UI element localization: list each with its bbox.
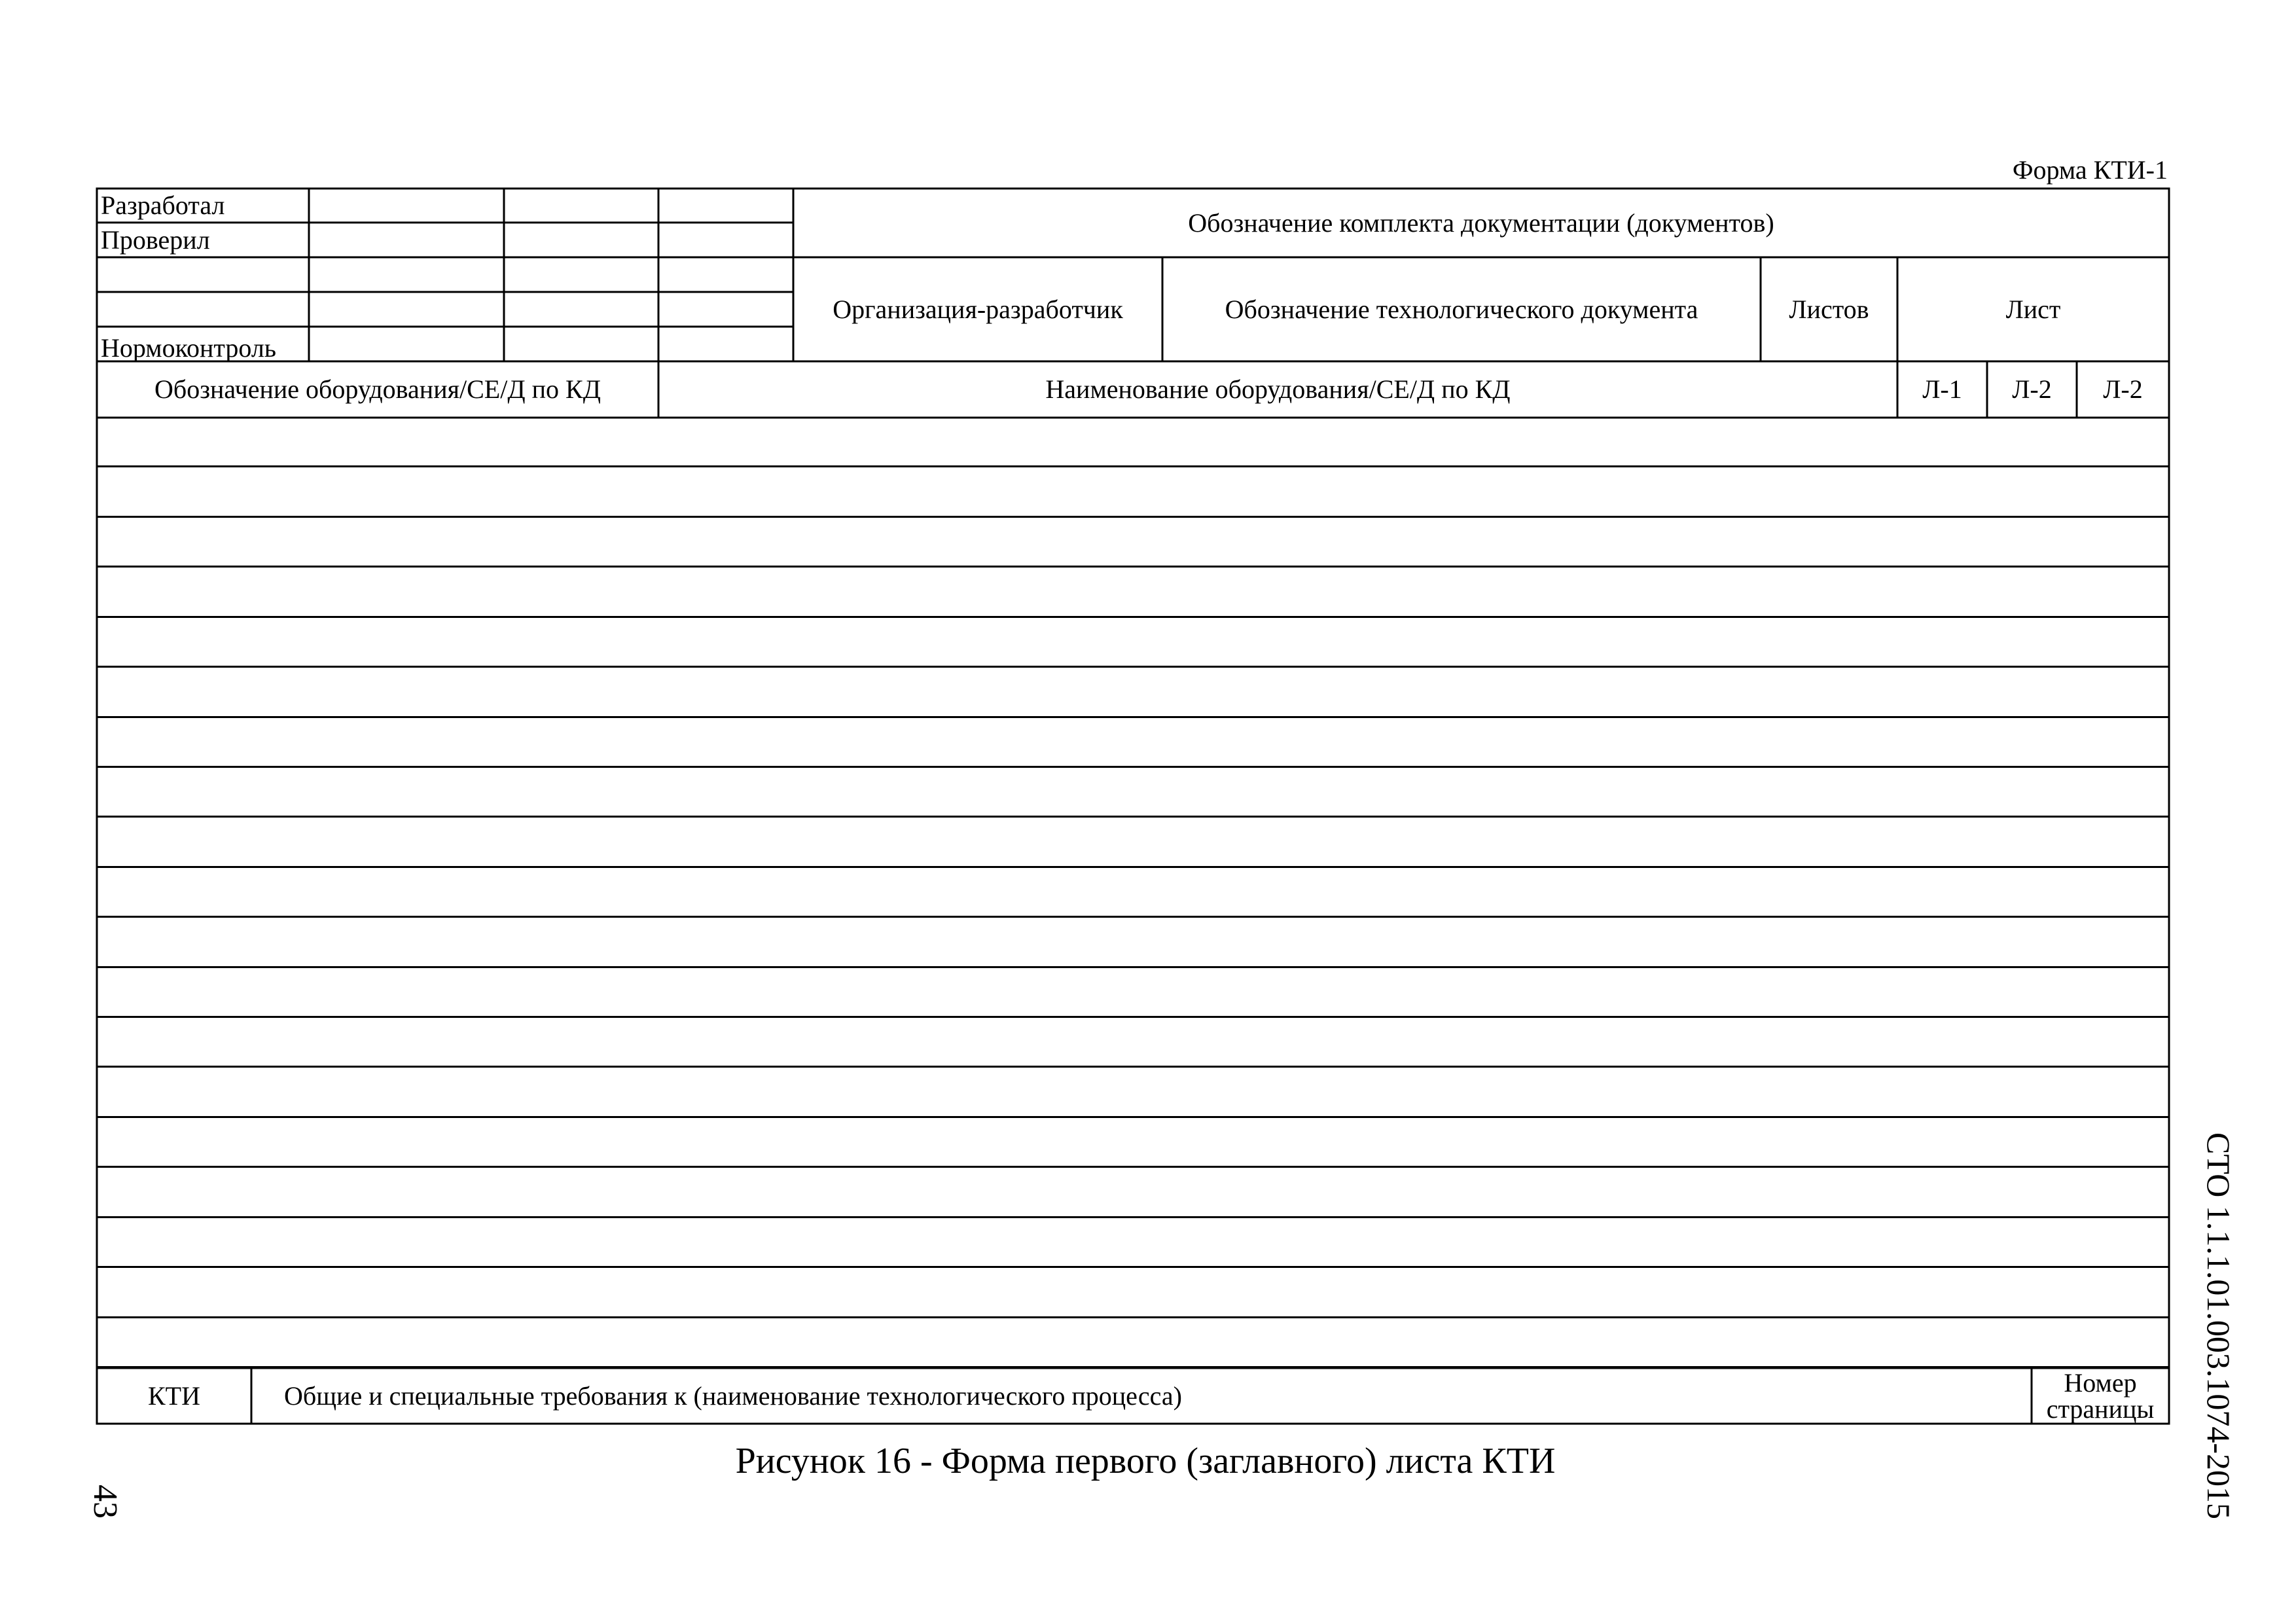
footer-page-number-label-line2: страницы (2046, 1394, 2155, 1424)
signature-label-blank-1 (97, 257, 309, 292)
table-row (97, 1168, 2169, 1218)
table-row (97, 818, 2169, 867)
table-row (97, 1018, 2169, 1068)
table-row (97, 518, 2169, 568)
footer-kti-code: КТИ (148, 1380, 200, 1411)
sheet-header: Лист (2005, 294, 2061, 324)
sheets-total-header: Листов (1789, 294, 1869, 324)
table-row (97, 668, 2169, 717)
equipment-name-column-header: Наименование оборудования/СЕ/Д по КД (1045, 374, 1511, 404)
table-row (97, 1268, 2169, 1318)
page-number: 43 (86, 1485, 124, 1519)
figure-caption: Рисунок 16 - Форма первого (заглавного) листа КТИ (735, 1441, 1556, 1481)
sheet-l2-column-header-2: Л-2 (2103, 374, 2143, 404)
signature-label-norm-control: Нормоконтроль (101, 333, 277, 363)
sheet-l2-column-header: Л-2 (2012, 374, 2052, 404)
form-body-rows (97, 418, 2169, 1375)
footer-page-number-label (2032, 1368, 2169, 1424)
table-row (97, 568, 2169, 617)
signature-label-blank-2 (97, 292, 309, 327)
table-row (97, 1218, 2169, 1268)
table-row (97, 918, 2169, 967)
form-id-label: Форма КТИ-1 (2012, 155, 2168, 185)
table-row (97, 968, 2169, 1018)
tech-doc-designation-header: Обозначение технологического документа (1225, 294, 1698, 324)
signature-label-checker: Проверил (101, 225, 210, 255)
table-row (97, 768, 2169, 818)
standard-code: СТО 1.1.1.01.003.1074-2015 (2200, 1132, 2237, 1519)
developer-organization-header: Организация-разработчик (833, 294, 1123, 324)
table-row (97, 418, 2169, 467)
table-row (97, 868, 2169, 918)
table-row (97, 618, 2169, 668)
footer-description: Общие и специальные требования к (наименование технологического процесса) (284, 1380, 1182, 1411)
table-row (97, 1318, 2169, 1368)
doc-set-designation-header: Обозначение комплекта документации (документов) (1188, 208, 1774, 238)
equipment-code-column-header: Обозначение оборудования/СЕ/Д по КД (154, 374, 601, 404)
footer-page-number-label-line1: Номер (2064, 1367, 2137, 1398)
table-row (97, 467, 2169, 517)
table-row (97, 718, 2169, 768)
table-row (97, 1118, 2169, 1168)
sheet-l1-column-header: Л-1 (1922, 374, 1962, 404)
table-row (97, 1068, 2169, 1117)
signature-label-developer: Разработал (101, 190, 225, 220)
